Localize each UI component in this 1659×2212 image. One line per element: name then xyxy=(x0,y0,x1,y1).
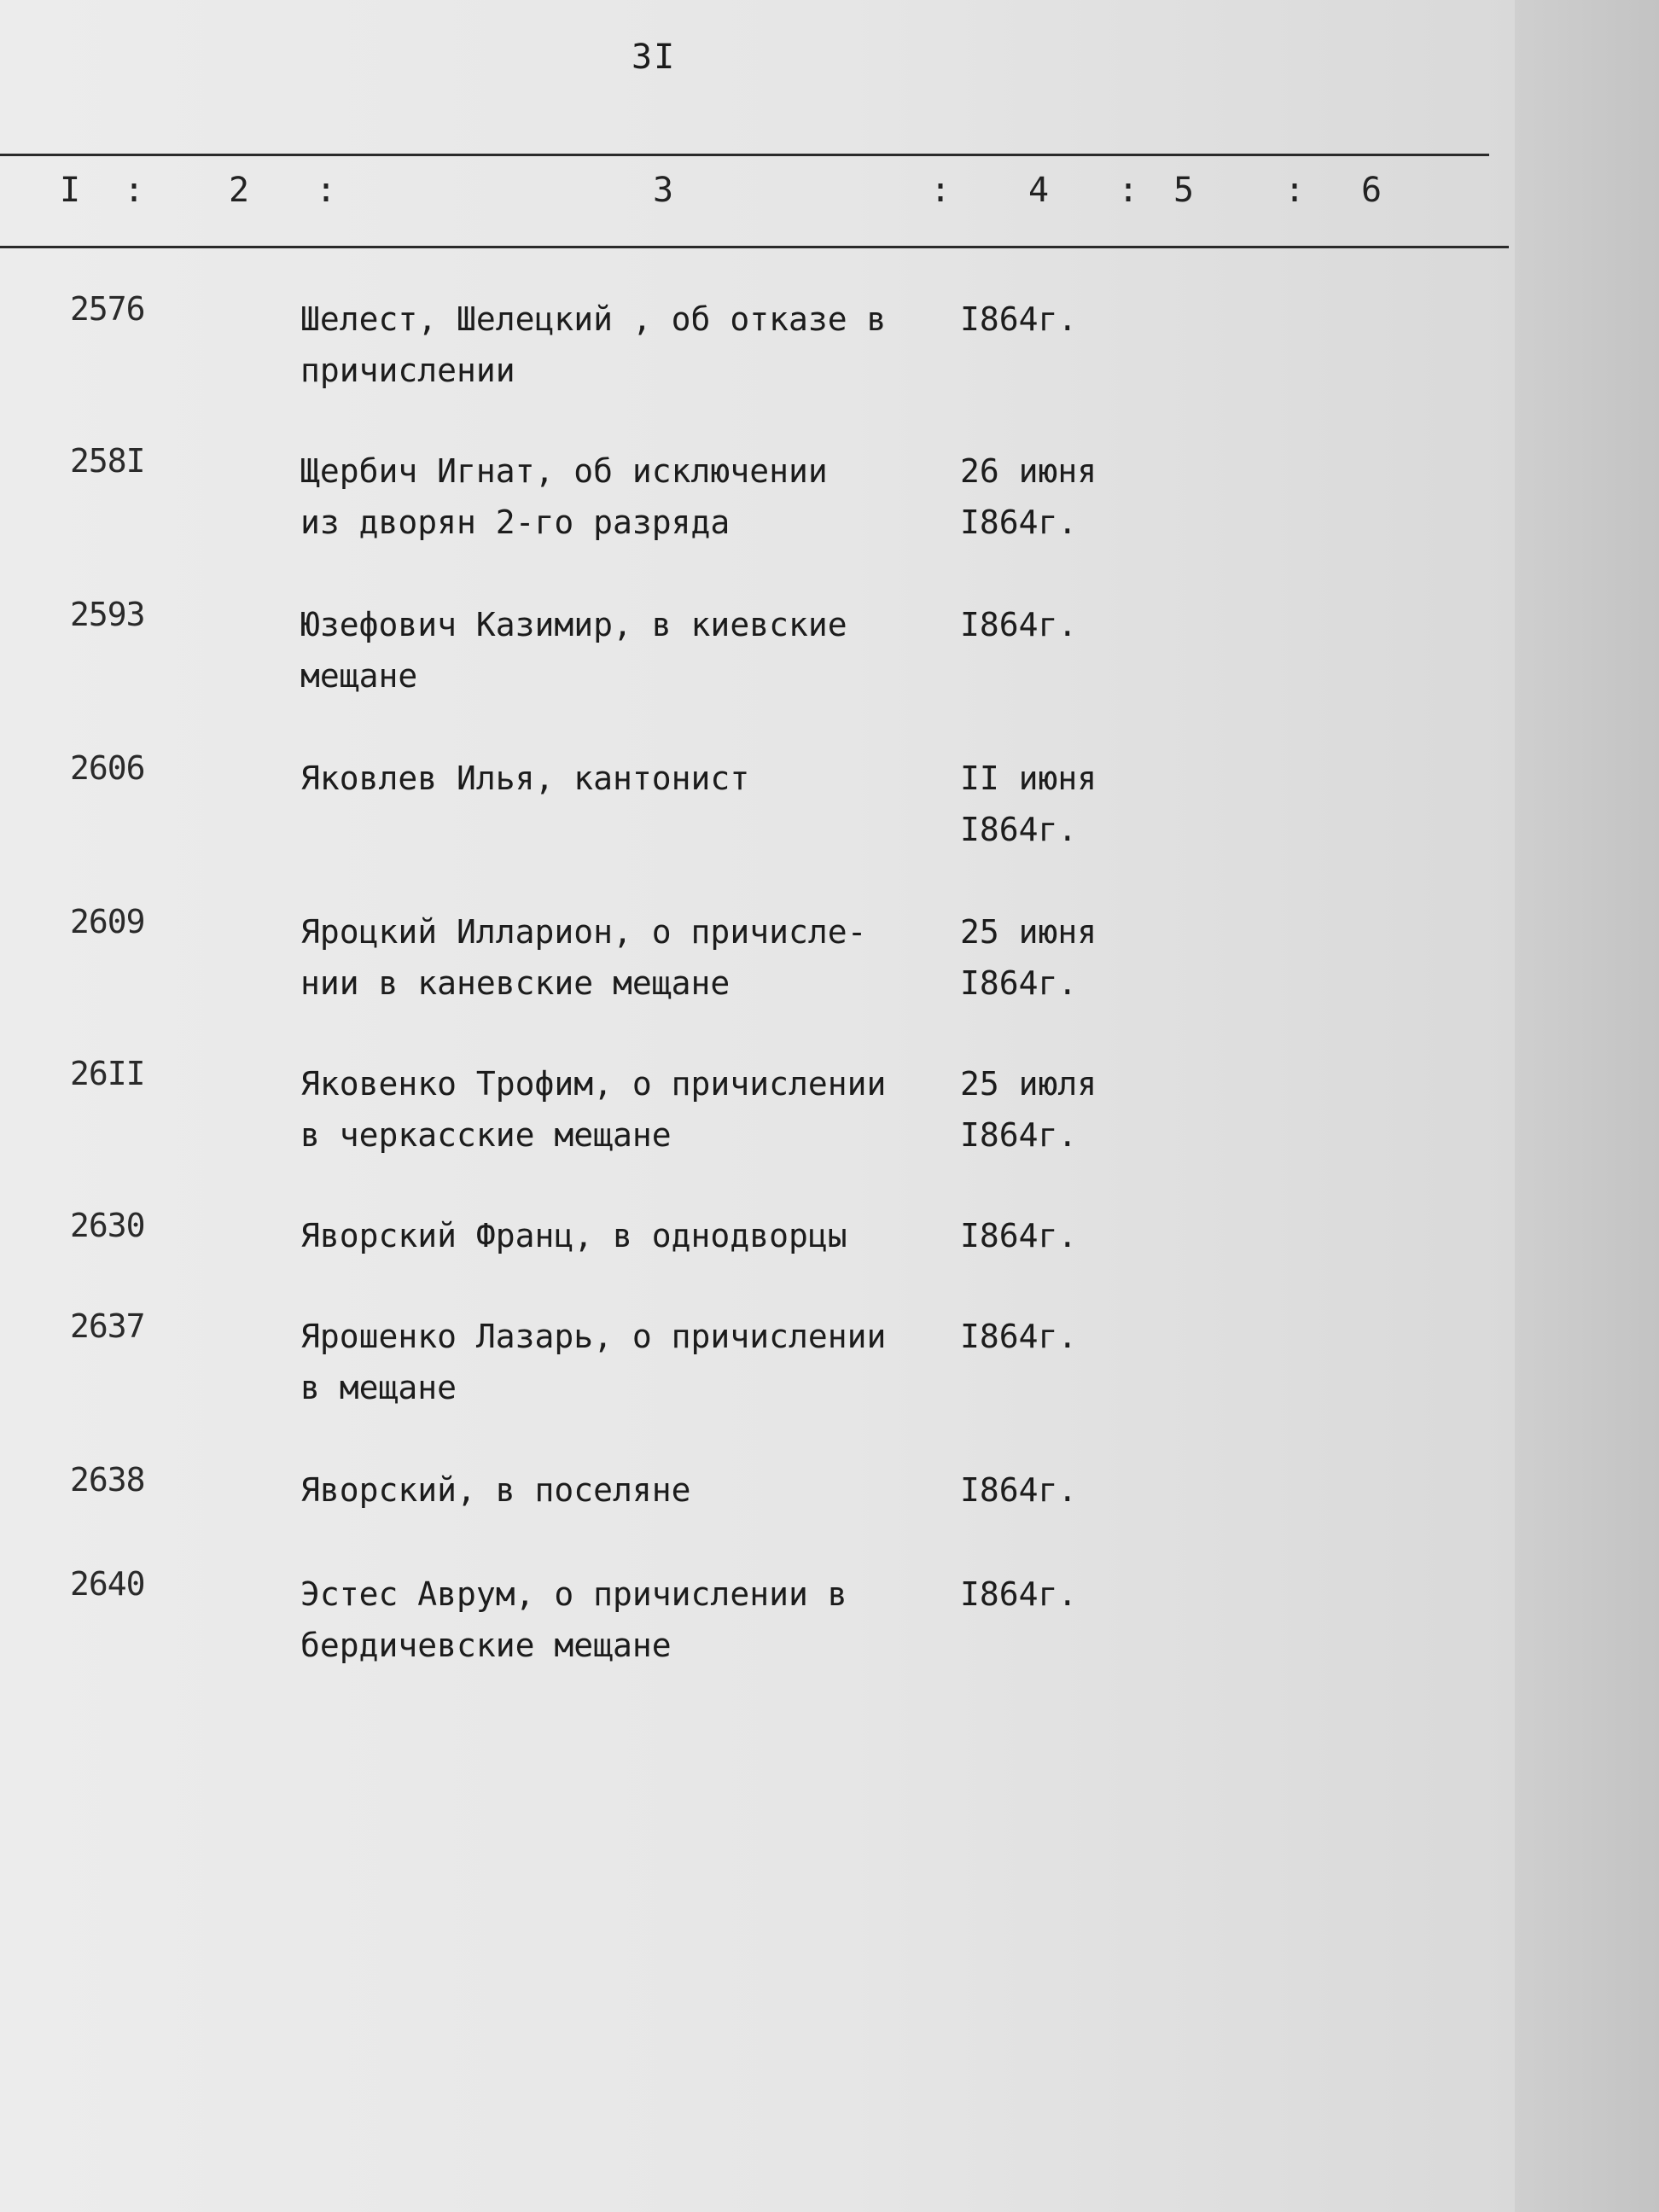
column-separator: : xyxy=(316,171,337,210)
page-number: 3I xyxy=(632,38,677,77)
column-number-5: 5 xyxy=(1173,171,1195,210)
list-item xyxy=(0,290,1485,410)
list-item xyxy=(0,442,1485,562)
list-item xyxy=(0,1565,1485,1685)
entry-date: II июня I864г. xyxy=(960,760,1097,848)
entry-number: 2606 xyxy=(70,749,145,787)
header-top-rule xyxy=(0,154,1489,156)
entry-description: Яворский, в поселяне xyxy=(300,1471,691,1509)
entry-description: Яворский Франц, в однодворцы xyxy=(300,1217,847,1254)
list-item xyxy=(0,749,1485,869)
list-item xyxy=(0,596,1485,715)
entry-date: 25 июня I864г. xyxy=(960,913,1097,1002)
entry-date: 25 июля I864г. xyxy=(960,1065,1097,1154)
list-item xyxy=(0,1461,1485,1580)
entry-description: Яковенко Трофим, о причислении в черкасские мещане xyxy=(300,1065,887,1154)
list-item xyxy=(0,903,1485,1022)
column-number-1: I xyxy=(60,171,81,210)
entry-number: 2630 xyxy=(70,1207,145,1244)
entry-number: 2640 xyxy=(70,1565,145,1603)
entry-number: 258I xyxy=(70,442,145,480)
column-separator: : xyxy=(1118,171,1139,210)
entry-number: 2638 xyxy=(70,1461,145,1499)
entry-date: I864г. xyxy=(960,1471,1078,1509)
entry-number: 2609 xyxy=(70,903,145,940)
column-separator: : xyxy=(124,171,145,210)
column-number-6: 6 xyxy=(1361,171,1382,210)
entry-date: 26 июня I864г. xyxy=(960,452,1097,541)
entry-date: I864г. xyxy=(960,1575,1078,1613)
entry-date: I864г. xyxy=(960,1318,1078,1355)
entry-description: Яроцкий Илларион, о причисле- нии в каневские мещане xyxy=(300,913,867,1002)
entry-description: Ярошенко Лазарь, о причислении в мещане xyxy=(300,1318,887,1406)
entry-date: I864г. xyxy=(960,1217,1078,1254)
entry-description: Яковлев Илья, кантонист xyxy=(300,760,750,797)
entry-number: 2576 xyxy=(70,290,145,328)
entry-description: Юзефович Казимир, в киевские мещане xyxy=(300,606,847,695)
page-edge-shadow xyxy=(1515,0,1659,2212)
entry-description: Щербич Игнат, об исключении из дворян 2-го разряда xyxy=(300,452,828,541)
header-bottom-rule xyxy=(0,246,1509,248)
column-number-2: 2 xyxy=(229,171,250,210)
entry-number: 2593 xyxy=(70,596,145,633)
entry-number: 2637 xyxy=(70,1307,145,1345)
column-separator: : xyxy=(1284,171,1306,210)
entry-description: Шелест, Шелецкий , об отказе в причислении xyxy=(300,300,887,389)
entry-description: Эстес Аврум, о причислении в бердичевские мещане xyxy=(300,1575,847,1664)
entry-date: I864г. xyxy=(960,300,1078,338)
list-item xyxy=(0,1307,1485,1427)
list-item xyxy=(0,1055,1485,1174)
entry-date: I864г. xyxy=(960,606,1078,643)
column-separator: : xyxy=(930,171,952,210)
entry-number: 26II xyxy=(70,1055,145,1092)
column-number-4: 4 xyxy=(1028,171,1050,210)
column-number-3: 3 xyxy=(653,171,674,210)
